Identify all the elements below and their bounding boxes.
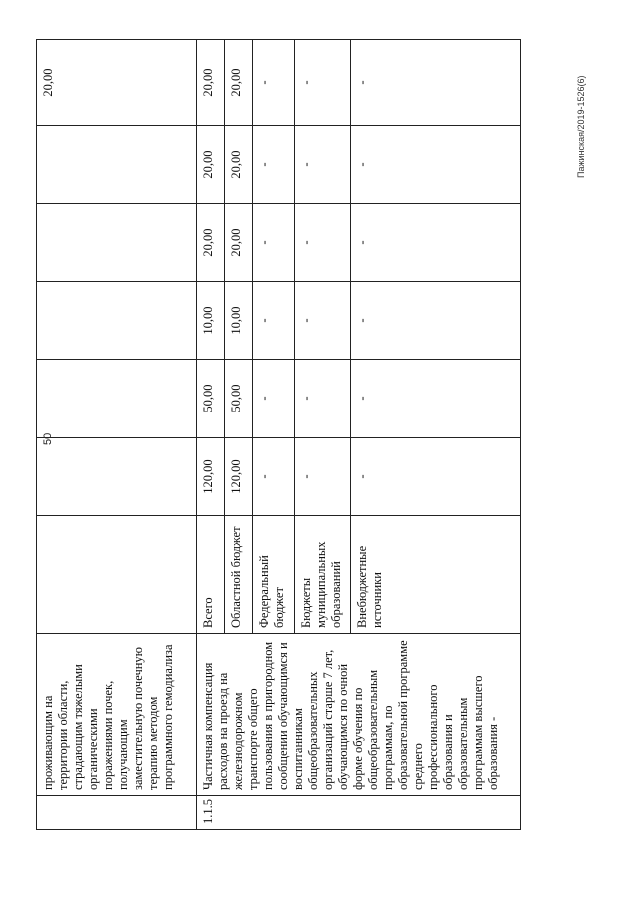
rotated-table-container xyxy=(36,40,526,830)
item-name-cell: проживающим на территории области, страдающим тяжелыми органическими поражениями почек, получающим заместительную почечную терапию методом программного гемодиализа xyxy=(37,634,197,796)
table-row xyxy=(197,40,225,830)
value-cell: - xyxy=(295,40,351,126)
value-cell: 20,00 xyxy=(225,126,253,204)
value-cell: 10,00 xyxy=(197,282,225,360)
item-index-cell: 1.1.5 xyxy=(197,796,521,830)
value-cell: - xyxy=(351,282,521,360)
value-cell: - xyxy=(351,360,521,438)
value-cell: - xyxy=(253,40,295,126)
table-row xyxy=(37,40,197,830)
value-cell xyxy=(37,360,197,438)
funding-source-cell: Внебюджетные источники xyxy=(351,516,521,634)
value-cell: - xyxy=(295,360,351,438)
page-number: 50 xyxy=(42,432,54,445)
value-cell xyxy=(37,438,197,516)
budget-table xyxy=(36,39,521,830)
value-cell: - xyxy=(253,360,295,438)
value-cell: 20,00 xyxy=(37,40,197,126)
funding-source-cell xyxy=(37,516,197,634)
value-cell: 20,00 xyxy=(197,204,225,282)
value-cell: - xyxy=(295,204,351,282)
value-cell: 20,00 xyxy=(225,204,253,282)
value-cell xyxy=(37,126,197,204)
value-cell: - xyxy=(295,126,351,204)
value-cell: - xyxy=(351,204,521,282)
value-cell: - xyxy=(295,282,351,360)
funding-source-cell: Областной бюджет xyxy=(225,516,253,634)
value-cell: 50,00 xyxy=(225,360,253,438)
value-cell: 10,00 xyxy=(225,282,253,360)
value-cell: - xyxy=(351,126,521,204)
value-cell: - xyxy=(295,438,351,516)
funding-source-cell: Федеральный бюджет xyxy=(253,516,295,634)
value-cell: - xyxy=(253,204,295,282)
value-cell: 20,00 xyxy=(197,40,225,126)
value-cell: 120,00 xyxy=(197,438,225,516)
value-cell: - xyxy=(351,40,521,126)
document-code: Пажинская/2019-1526(6) xyxy=(576,75,586,178)
value-cell xyxy=(37,282,197,360)
value-cell: 20,00 xyxy=(225,40,253,126)
value-cell: - xyxy=(253,282,295,360)
value-cell: 20,00 xyxy=(197,126,225,204)
value-cell xyxy=(37,204,197,282)
item-name-cell: Частичная компенсация расходов на проезд на железнодорожном транспорте общего пользования в пригородном сообщении обучающимся и воспитанникам общеобразовательных организаций старше 7 лет, обучающимся по очной форме обучения по общеобразовательным программам, по образовательной программе среднего профессионального образования и образовательным программам высшего образования - xyxy=(197,634,521,796)
value-cell: - xyxy=(253,438,295,516)
item-index-cell xyxy=(37,796,197,830)
value-cell: 120,00 xyxy=(225,438,253,516)
value-cell: - xyxy=(253,126,295,204)
funding-source-cell: Бюджеты муниципальных образований xyxy=(295,516,351,634)
value-cell: - xyxy=(351,438,521,516)
funding-source-cell: Всего xyxy=(197,516,225,634)
value-cell: 50,00 xyxy=(197,360,225,438)
